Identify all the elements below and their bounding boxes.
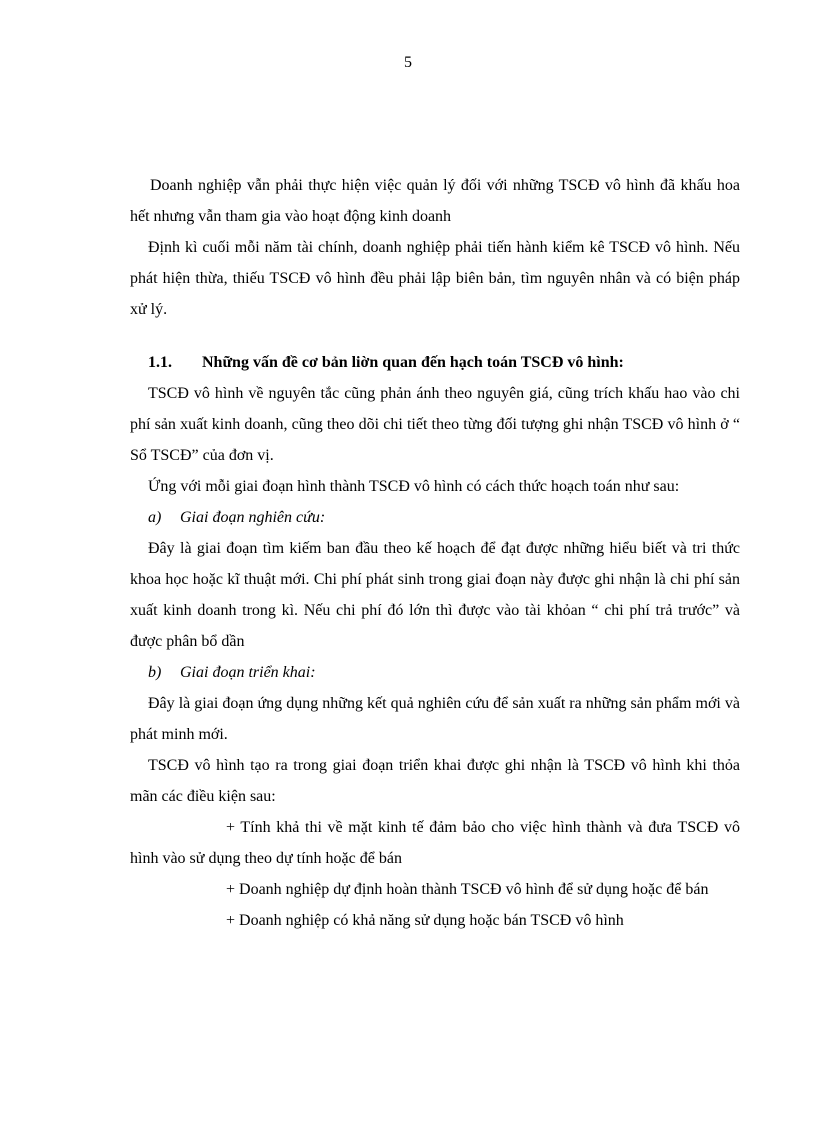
section-title: Những vấn đề cơ bản liờn quan đến hạch toán TSCĐ vô hình:	[202, 354, 624, 371]
intro-paragraph: Định kì cuối mỗi năm tài chính, doanh nghiệp phải tiến hành kiểm kê TSCĐ vô hình. Nếu phát hiện thừa, thiếu TSCĐ vô hình đều phải lập biên bản, tìm nguyên nhân và có biện pháp xử lý.	[130, 239, 740, 318]
document-body	[130, 170, 740, 936]
stage-a-label: a)	[148, 509, 162, 526]
condition-item: + Tính khả thi về mặt kinh tế đảm bảo cho việc hình thành và đưa TSCĐ vô hình vào sử dụng theo dự tính hoặc để bán	[130, 819, 740, 867]
stage-b-text: Đây là giai đoạn ứng dụng những kết quả nghiên cứu để sản xuất ra những sản phẩm mới và phát minh mới.	[130, 695, 740, 743]
stage-a-title: Giai đoạn nghiên cứu:	[180, 509, 326, 526]
stage-b-title: Giai đoạn triển khai:	[180, 664, 316, 681]
intro-paragraph: Doanh nghiệp vẫn phải thực hiện việc quản lý đối với những TSCĐ vô hình đã khấu hoa hết nhưng vẫn tham gia vào hoạt động kinh doanh	[130, 177, 740, 225]
page-number: 5	[404, 54, 412, 71]
stage-b-recognition: TSCĐ vô hình tạo ra trong giai đoạn triển khai được ghi nhận là TSCĐ vô hình khi thỏa mãn các điều kiện sau:	[130, 757, 740, 805]
section-number: 1.1.	[148, 354, 172, 371]
section-paragraph: Ứng với mỗi giai đoạn hình thành TSCĐ vô hình có cách thức hoạch toán như sau:	[148, 478, 680, 495]
condition-item: + Doanh nghiệp dự định hoàn thành TSCĐ vô hình để sử dụng hoặc để bán	[226, 881, 709, 898]
section-heading	[130, 347, 740, 378]
stage-a-heading	[130, 502, 740, 533]
section-paragraph: TSCĐ vô hình về nguyên tắc cũng phản ánh theo nguyên giá, cũng trích khấu hao vào chi phí sản xuất kinh doanh, cũng theo dõi chi tiết theo từng đối tượng ghi nhận TSCĐ vô hình ở “ Sổ TSCĐ” của đơn vị.	[130, 385, 740, 464]
stage-b-heading	[130, 657, 740, 688]
stage-a-text: Đây là giai đoạn tìm kiếm ban đầu theo kế hoạch để đạt được những hiểu biết và tri thức khoa học hoặc kĩ thuật mới. Chi phí phát sinh trong giai đoạn này được ghi nhận là chi phí sản xuất kinh doanh trong kì. Nếu chi phí đó lớn thì được vào tài khỏan “ chi phí trả trước” và được phân bổ dần	[130, 540, 740, 650]
stage-b-label: b)	[148, 664, 162, 681]
condition-item: + Doanh nghiệp có khả năng sử dụng hoặc bán TSCĐ vô hình	[226, 912, 624, 929]
